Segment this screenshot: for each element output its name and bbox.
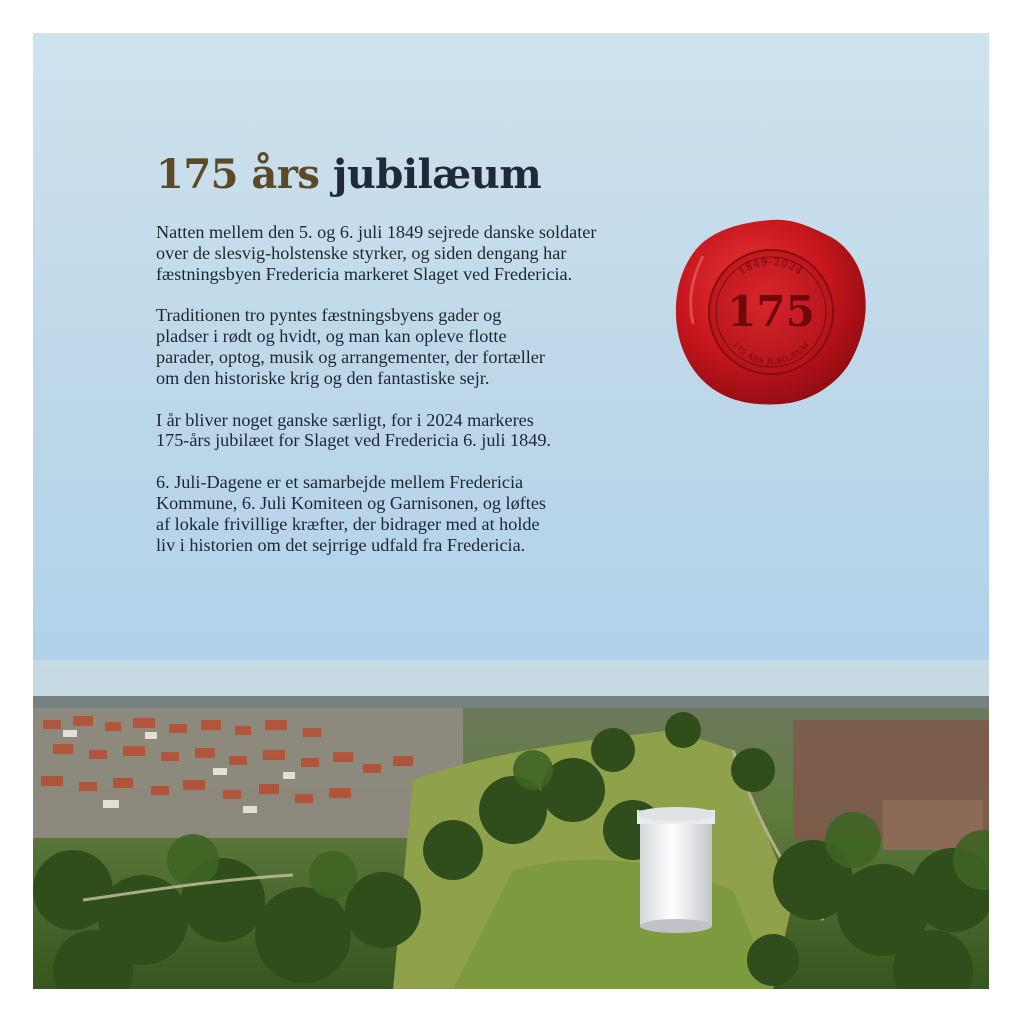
aerial-landscape-image [33,660,989,989]
wax-seal-icon [673,216,868,406]
page-panel [33,33,989,989]
seal-number: 175 [727,287,815,336]
title-number: 175 års [156,151,320,198]
aerial-photo [33,660,989,989]
paragraph-2: Traditionen tro pyntes fæstningsbyens gader og pladser i rødt og hvidt, og man kan opleve flotte parader, optog, musik og arrangementer, der fortæller om den historiske krig og den fantastiske sejr. [156,305,545,388]
paragraph-3: I år bliver noget ganske særligt, for i 2024 markeres 175-års jubilæet for Slaget ved Fredericia 6. juli 1849. [156,409,551,451]
title-word: jubilæum [332,151,542,198]
town-houses [33,708,463,838]
seal-caption: 175 ÅRS JUBILÆUM [730,340,812,367]
body-text [156,222,676,576]
seal-years: 1849-2024 [737,256,805,278]
page-title [156,151,541,198]
paragraph-1: Natten mellem den 5. og 6. juli 1849 sejrede danske soldater over de slesvig-holstenske styrker, og siden dengang har fæstningsbyen Fredericia markeret Slaget ved Fredericia. [156,222,597,284]
paragraph-4: 6. Juli-Dagene er et samarbejde mellem Fredericia Kommune, 6. Juli Komiteen og Garnisonen, og løftes af lokale frivillige kræfter, der bidrager med at holde liv i historien om det sejrrige udfald fra Fredericia. [156,472,546,555]
white-tower [637,807,715,933]
